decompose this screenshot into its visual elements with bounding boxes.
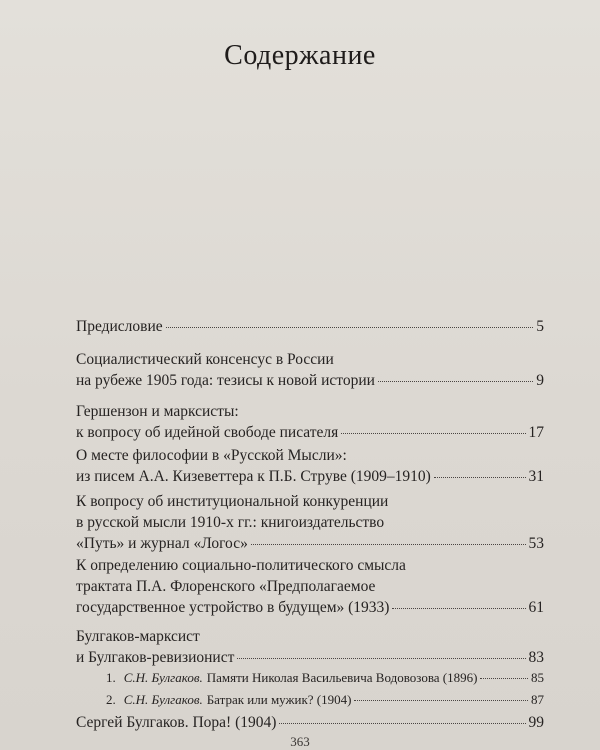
toc-entry-text: «Путь» и журнал «Логос» [76,535,248,552]
toc-line [76,316,544,337]
leader-dots [237,658,525,659]
toc-entry-text: в русской мысли 1910-х гг.: книгоиздательство [76,514,385,531]
toc-entry-text: Памяти Николая Васильевича Водовозова (1896) [206,670,478,685]
toc-entry-text: Батрак или мужик? (1904) [206,692,352,707]
leader-dots [354,700,528,701]
toc-entry-pora [76,712,544,733]
leader-dots [251,544,526,545]
page-number: 17 [528,424,544,441]
toc-line [76,512,544,533]
leader-dots [341,433,525,434]
page-number: 99 [528,714,544,731]
subentry-number: 1. [106,670,116,685]
page-title: Содержание [224,40,376,71]
toc-entry-text: К определению социально-политического смысла [76,557,406,574]
toc-entry-text: О месте философии в «Русской Мысли»: [76,447,347,464]
page-number: 85 [531,670,544,685]
page-number: 5 [536,318,544,335]
toc-entry-text: Социалистический консенсус в России [76,351,334,368]
toc-line [76,576,544,597]
toc-line [76,647,544,668]
page-number: 87 [531,692,544,707]
page-number: 61 [528,599,544,616]
toc-entry-philosophy [76,445,544,487]
toc-line [76,349,544,370]
page-number: 53 [528,535,544,552]
page-number: 9 [536,372,544,389]
toc-subentry-vodovozov [106,668,544,687]
toc-entry-text: Предисловие [76,318,163,335]
toc-line [106,690,544,709]
toc-entry-text: и Булгаков-ревизионист [76,649,235,666]
toc-line [76,422,544,443]
subentry-author: С.Н. Булгаков. [123,670,203,685]
toc-line [76,533,544,554]
toc-entry-text: трактата П.А. Флоренского «Предполагаемое [76,578,376,595]
toc-line [76,445,544,466]
toc-entry-institutional-competition [76,491,544,554]
toc-entry-text: К вопросу об институциональной конкуренции [76,493,389,510]
toc-entry-text: Гершензон и марксисты: [76,403,239,420]
toc-entry-preface [76,316,544,337]
toc-subentry-batrak [106,690,544,709]
page-number: 83 [528,649,544,666]
leader-dots [434,477,526,478]
toc-entry-socialist-consensus [76,349,544,391]
leader-dots [378,381,533,382]
leader-dots [279,723,525,724]
toc-entry-gershenzon [76,401,544,443]
leader-dots [480,678,528,679]
toc-line [76,597,544,618]
leader-dots [166,327,534,328]
toc-line [76,491,544,512]
toc-entry-text: к вопросу об идейной свободе писателя [76,424,339,441]
toc-entry-text: на рубеже 1905 года: тезисы к новой истории [76,372,375,389]
toc-line [106,668,544,687]
toc-line [76,370,544,391]
subentry-number: 2. [106,692,116,707]
page-number: 31 [528,468,544,485]
toc-line [76,555,544,576]
toc-entry-bulgakov [76,626,544,668]
page-folio: 363 [290,734,310,749]
toc-line [76,466,544,487]
toc-entry-text: Сергей Булгаков. Пора! (1904) [76,714,277,731]
toc-line [76,626,544,647]
toc-entry-text: государственное устройство в будущем» (1933) [76,599,390,616]
subentry-author: С.Н. Булгаков. [123,692,203,707]
toc-entry-text: Булгаков-марксист [76,628,200,645]
leader-dots [392,608,525,609]
toc-entry-florensky [76,555,544,618]
toc-line [76,712,544,733]
toc-entry-text: из писем А.А. Кизеветтера к П.Б. Струве (1909–1910) [76,468,431,485]
toc-line [76,401,544,422]
